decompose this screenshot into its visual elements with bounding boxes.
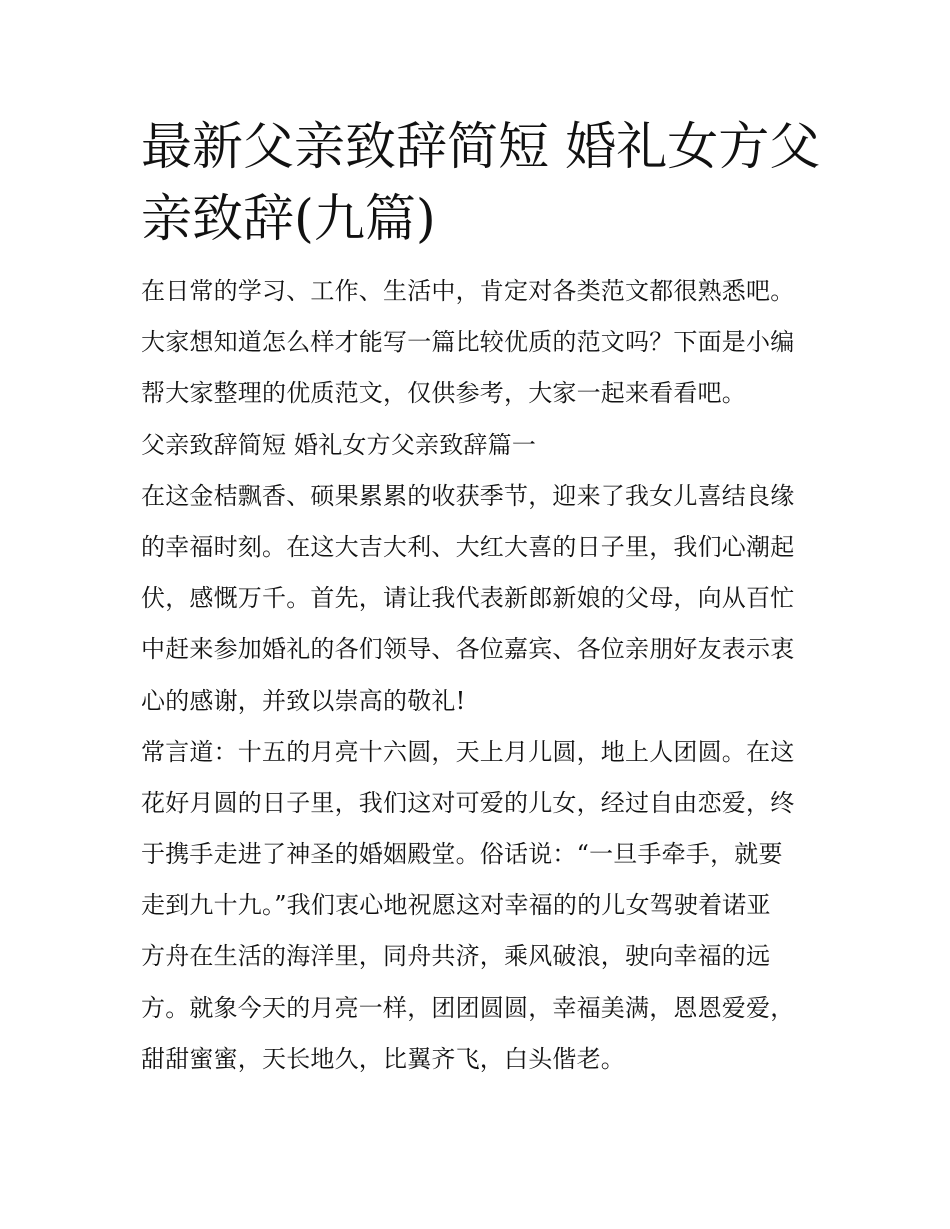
paragraph-line: 心的感谢，并致以崇高的敬礼! [141,686,466,715]
title-line: 最新父亲致辞简短 婚礼女方父 [141,118,821,177]
paragraph-line: 甜甜蜜蜜，天长地久，比翼齐飞，白头偕老。 [141,1044,625,1073]
intro-line: 大家想知道怎么样才能写一篇比较优质的范文吗？下面是小编 [141,328,795,357]
intro-line: 帮大家整理的优质范文，仅供参考，大家一起来看看吧。 [141,379,746,408]
paragraph-line: 在这金桔飘香、硕果累累的收获季节，迎来了我女儿喜结良缘 [141,481,795,510]
paragraph-line: 走到九十九。”我们衷心地祝愿这对幸福的的儿女驾驶着诺亚 [141,891,771,920]
paragraph-line: 常言道：十五的月亮十六圆，天上月儿圆，地上人团圆。在这 [141,737,795,766]
intro-line: 在日常的学习、工作、生活中，肯定对各类范文都很熟悉吧。 [141,277,795,305]
paragraph-line: 方舟在生活的海洋里，同舟共济，乘风破浪，驶向幸福的远 [141,942,771,971]
paragraph-line: 花好月圆的日子里，我们这对可爱的儿女，经过自由恋爱，终 [141,788,795,817]
section-heading: 父亲致辞简短 婚礼女方父亲致辞篇一 [141,430,537,459]
paragraph-line: 方。就象今天的月亮一样，团团圆圆，幸福美满，恩恩爱爱， [141,993,795,1022]
paragraph-line: 的幸福时刻。在这大吉大利、大红大喜的日子里，我们心潮起 [141,532,795,561]
title-line: 亲致辞(九篇) [141,190,436,249]
document-page [141,112,821,1085]
paragraph-line: 伏，感慨万千。首先，请让我代表新郎新娘的父母，向从百忙 [141,584,795,613]
paragraph-line: 于携手走进了神圣的婚姻殿堂。俗话说：“一旦手牵手，就要 [141,840,783,869]
paragraph-line: 中赶来参加婚礼的各们领导、各位嘉宾、各位亲朋好友表示衷 [141,635,795,664]
document-title [141,112,821,256]
document-body [141,266,813,1085]
